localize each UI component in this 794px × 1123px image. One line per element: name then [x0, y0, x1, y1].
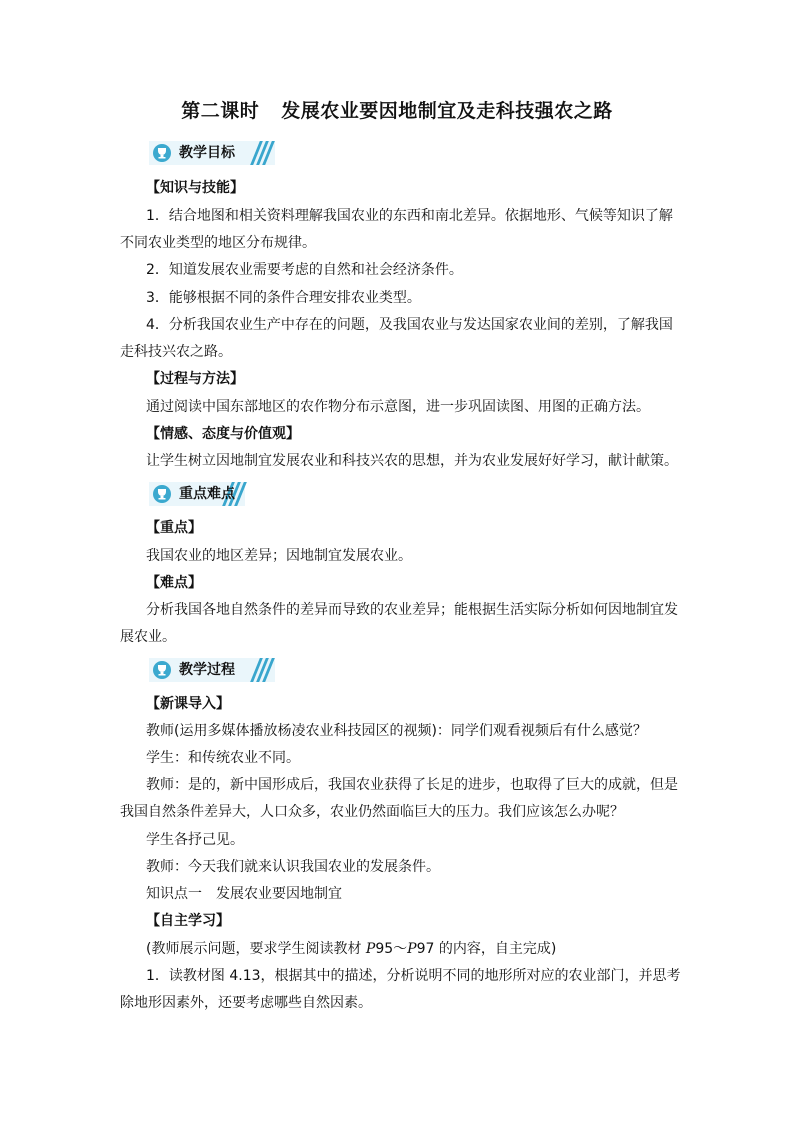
section-badge-goals	[149, 141, 275, 165]
trophy-icon	[153, 144, 171, 162]
goal-6: 让学生树立因地制宜发展农业和科技兴农的思想，并为农业发展好好学习，献计献策。	[146, 453, 678, 469]
section-badge-key	[149, 482, 245, 506]
section-title-process: 教学过程	[179, 662, 235, 678]
section-badge-process	[149, 658, 275, 682]
goal-5: 通过阅读中国东部地区的农作物分布示意图，进一步巩固读图、用图的正确方法。	[146, 399, 650, 415]
heading-self-study: 【自主学习】	[146, 913, 230, 929]
trophy-icon	[153, 661, 171, 679]
goal-1-line-2: 不同农业类型的地区分布规律。	[120, 235, 316, 251]
title-part2: 发展农业要因地制宜及走科技强农之路	[281, 100, 613, 122]
heading-difficult-point: 【难点】	[146, 575, 202, 591]
heading-attitude-values: 【情感、态度与价值观】	[146, 426, 300, 442]
p6-page-num-2: 97	[416, 941, 435, 957]
process-p7-line-2: 除地形因素外，还要考虑哪些自然因素。	[120, 995, 372, 1011]
p6-page-letter-1: P	[365, 941, 376, 957]
goal-1-line-1: 1．结合地图和相关资料理解我国农业的东西和南北差异。依据地形、气候等知识了解	[146, 208, 673, 224]
heading-knowledge-skills: 【知识与技能】	[146, 180, 244, 196]
process-p2: 学生：和传统农业不同。	[146, 750, 300, 766]
p6-page-letter-2: P	[407, 941, 417, 957]
heading-new-lesson: 【新课导入】	[146, 696, 230, 712]
process-p3-line-2: 我国自然条件差异大，人口众多，农业仍然面临巨大的压力。我们应该怎么办呢？	[120, 804, 624, 820]
process-p5: 教师：今天我们就来认识我国农业的发展条件。	[146, 859, 440, 875]
section-title-key: 重点难点	[179, 486, 235, 502]
key-point-text: 我国农业的地区差异；因地制宜发展农业。	[146, 548, 412, 564]
trophy-icon	[153, 485, 171, 503]
lesson-title	[0, 96, 794, 123]
knowledge-point-1: 知识点一 发展农业要因地制宜	[146, 886, 342, 902]
p6-pre: (教师展示问题，要求学生阅读教材	[146, 941, 362, 957]
heading-key-point: 【重点】	[146, 520, 202, 536]
goal-2: 2．知道发展农业需要考虑的自然和社会经济条件。	[146, 262, 463, 278]
difficult-line-1: 分析我国各地自然条件的差异而导致的农业差异；能根据生活实际分析如何因地制宜发	[146, 602, 678, 618]
goal-3: 3．能够根据不同的条件合理安排农业类型。	[146, 290, 421, 306]
heading-process-method: 【过程与方法】	[146, 371, 244, 387]
title-part1: 第二课时	[181, 100, 260, 122]
process-p1: 教师(运用多媒体播放杨凌农业科技园区的视频)：同学们观看视频后有什么感觉？	[146, 723, 647, 739]
process-p4: 学生各抒己见。	[146, 832, 244, 848]
p6-post: 的内容，自主完成)	[438, 941, 557, 957]
goal-4-line-1: 4．分析我国农业生产中存在的问题，及我国农业与发达国家农业间的差别，了解我国	[146, 317, 673, 333]
difficult-line-2: 展农业。	[120, 629, 176, 645]
p6-page-num-1: 95～	[375, 941, 408, 957]
process-p7-line-1: 1．读教材图 4.13，根据其中的描述，分析说明不同的地形所对应的农业部门，并思考	[146, 968, 681, 984]
process-p6	[146, 939, 556, 959]
process-p3-line-1: 教师：是的，新中国形成后，我国农业获得了长足的进步，也取得了巨大的成就，但是	[146, 777, 678, 793]
goal-4-line-2: 走科技兴农之路。	[120, 344, 232, 360]
section-title-goals: 教学目标	[179, 145, 235, 161]
